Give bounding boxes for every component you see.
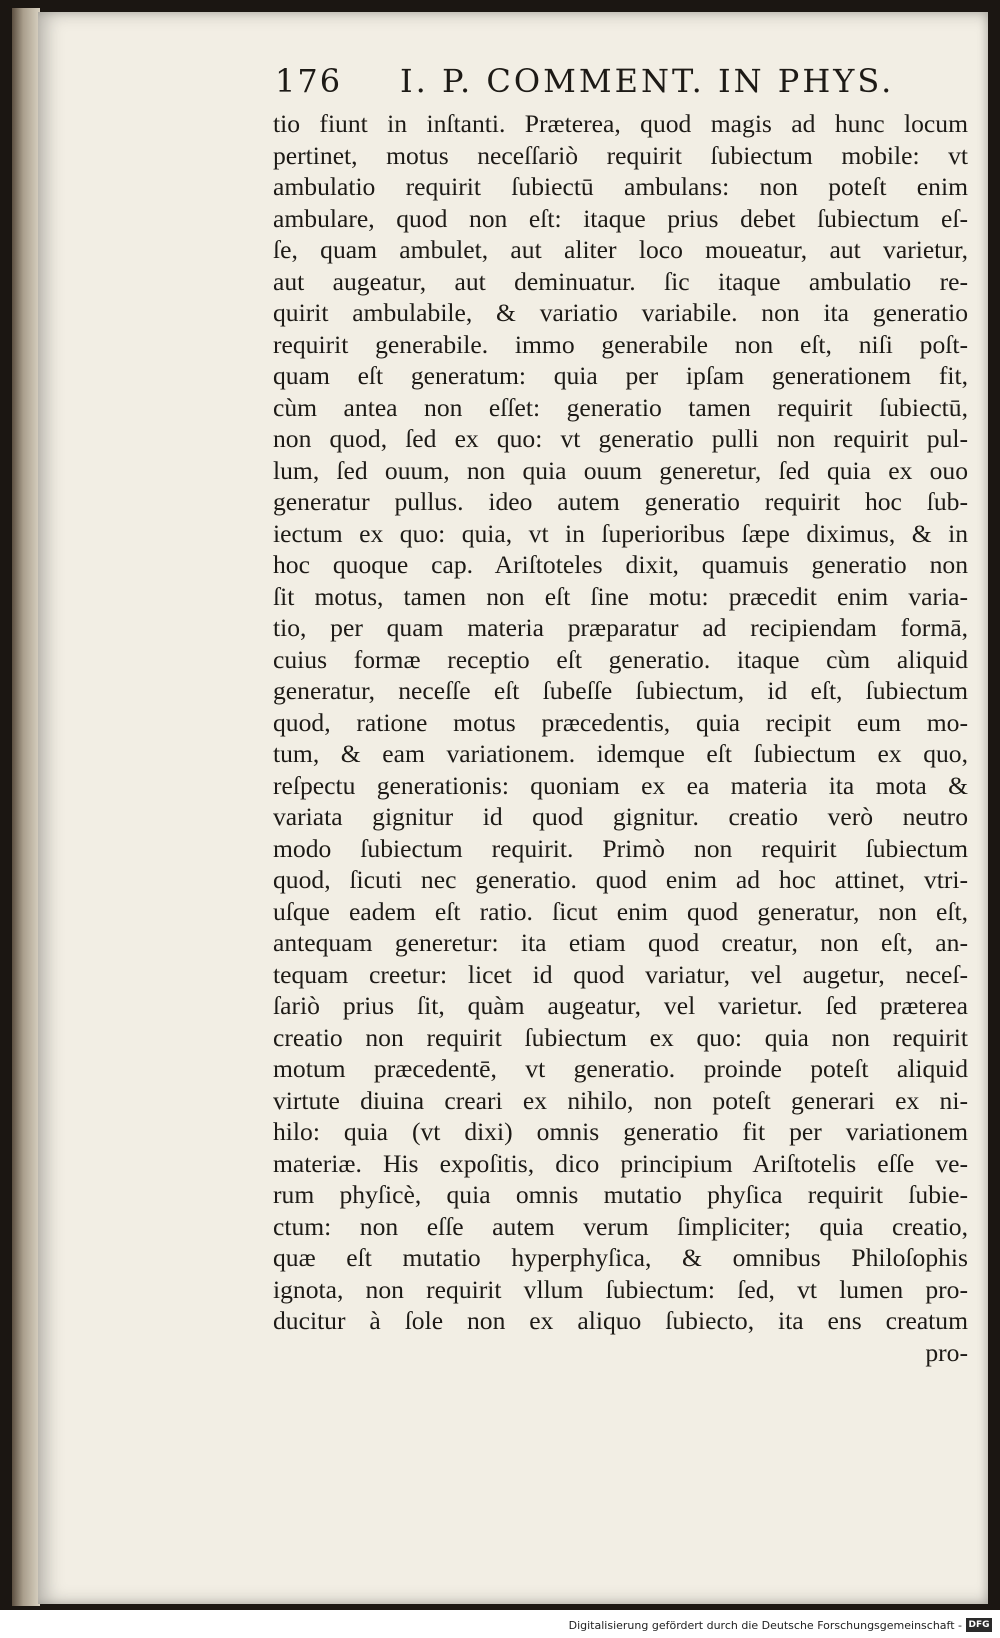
text-line: ambulatio requirit ſubiectū ambulans: non poteſt enim	[273, 172, 968, 201]
text-line: materiæ. His expoſitis, dico principium Ariſtotelis eſſe ve-	[273, 1148, 968, 1178]
page-header	[275, 62, 965, 106]
text-line: requirit generabile. immo generabile non eſt, niſi poſt-	[273, 329, 968, 359]
text-line: tequam creetur: licet id quod variatur, vel augetur, neceſ-	[273, 959, 968, 989]
text-line: pertinet, motus neceſſariò requirit ſubiectum mobile: vt	[273, 140, 968, 170]
text-line: modo ſubiectum requirit. Primò non requirit ſubiectum	[273, 833, 968, 863]
text-line: ignota, non requirit vllum ſubiectum: ſed, vt lumen pro-	[273, 1274, 968, 1304]
body-text	[273, 108, 968, 1368]
text-line: ſe, quam ambulet, aut aliter loco moueatur, aut varietur,	[273, 235, 968, 264]
text-line: quirit ambulabile, & variatio variabile. non ita generatio	[273, 298, 968, 327]
text-line: variata gignitur id quod gignitur. creatio verò neutro	[273, 802, 968, 831]
text-line: rum phyſicè, quia omnis mutatio phyſica requirit ſubie-	[273, 1180, 968, 1209]
text-line: quod, ratione motus præcedentis, quia recipit eum mo-	[273, 707, 968, 737]
book-gutter-edge	[12, 8, 40, 1606]
text-line: quæ eſt mutatio hyperphyſica, & omnibus Philoſophis	[273, 1243, 968, 1272]
running-head: I. P. COMMENT. IN PHYS.	[400, 62, 895, 100]
text-line: iectum ex quo: quia, vt in ſuperioribus ſæpe diximus, & in	[273, 518, 968, 548]
text-line: motum præcedentē, vt generatio. proinde poteſt aliquid	[273, 1054, 968, 1083]
text-line: ambulare, quod non eſt: itaque prius debet ſubiectum eſ-	[273, 203, 968, 233]
text-line: ctum: non eſſe autem verum ſimpliciter; quia creatio,	[273, 1211, 968, 1241]
text-line: ſariò prius ſit, quàm augeatur, vel varietur. ſed præterea	[273, 991, 968, 1020]
text-line: non quod, ſed ex quo: vt generatio pulli non requirit pul-	[273, 424, 968, 453]
text-line: tum, & eam variationem. idemque eſt ſubiectum ex quo,	[273, 739, 968, 768]
text-line: ducitur à ſole non ex aliquo ſubiecto, ita ens creatum	[273, 1306, 968, 1335]
text-line: tio, per quam materia præparatur ad recipiendam formā,	[273, 613, 968, 642]
text-line: lum, ſed ouum, non quia ouum generetur, ſed quia ex ouo	[273, 455, 968, 485]
text-line: cuius formæ receptio eſt generatio. itaque cùm aliquid	[273, 644, 968, 674]
dfg-logo: DFG	[966, 1618, 992, 1632]
text-line: hoc quoque cap. Ariſtoteles dixit, quamuis generatio non	[273, 550, 968, 579]
text-line: generatur pullus. ideo autem generatio requirit hoc ſub-	[273, 487, 968, 516]
text-line: uſque eadem eſt ratio. ſicut enim quod generatur, non eſt,	[273, 896, 968, 926]
page-number: 176	[275, 62, 343, 100]
text-line: generatur, neceſſe eſt ſubeſſe ſubiectum, id eſt, ſubiectum	[273, 676, 968, 705]
text-line: reſpectu generationis: quoniam ex ea materia ita mota &	[273, 770, 968, 800]
text-line: virtute diuina creari ex nihilo, non poteſt generari ex ni-	[273, 1085, 968, 1115]
text-line: hilo: quia (vt dixi) omnis generatio fit per variationem	[273, 1117, 968, 1146]
text-line: pro-	[925, 1337, 968, 1367]
funding-credit: Digitalisierung gefördert durch die Deutsche Forschungsgemeinschaft -	[568, 1619, 962, 1632]
text-line: quod, ſicuti nec generatio. quod enim ad hoc attinet, vtri-	[273, 865, 968, 894]
text-line: antequam generetur: ita etiam quod creatur, non eſt, an-	[273, 928, 968, 957]
text-line: tio fiunt in inſtanti. Præterea, quod magis ad hunc locum	[273, 109, 968, 138]
text-line: quam eſt generatum: quia per ipſam generationem fit,	[273, 361, 968, 390]
text-line: aut augeatur, aut deminuatur. ſic itaque ambulatio re-	[273, 266, 968, 296]
text-line: cùm antea non eſſet: generatio tamen requirit ſubiectū,	[273, 392, 968, 422]
text-line: ſit motus, tamen non eſt ſine motu: præcedit enim varia-	[273, 581, 968, 611]
text-line: creatio non requirit ſubiectum ex quo: quia non requirit	[273, 1022, 968, 1052]
